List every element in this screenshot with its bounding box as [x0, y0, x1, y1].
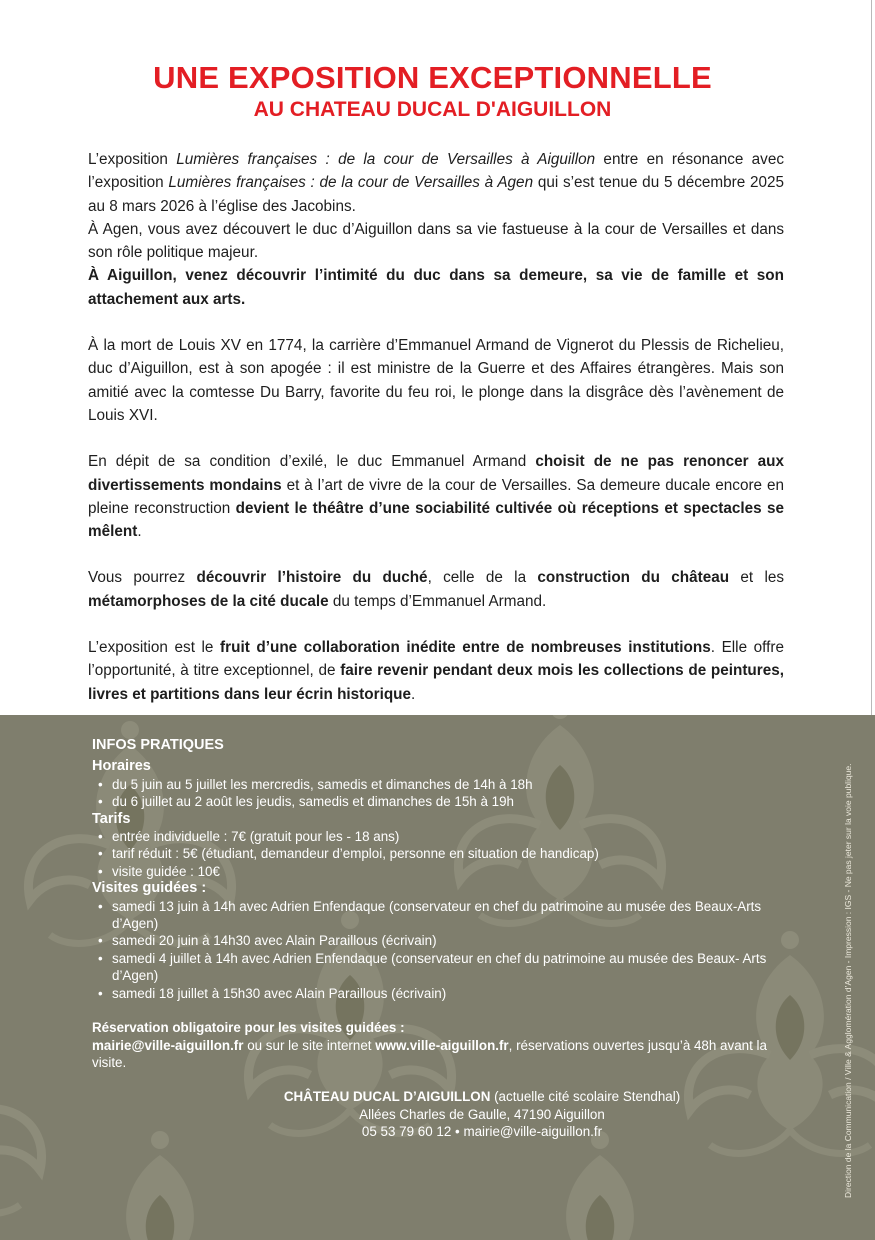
- text-span: , celle de la: [427, 569, 538, 587]
- text-span: . Elle offre l’opportunité, à titre exceptionnel, de: [88, 639, 784, 680]
- text-span: et les: [729, 569, 784, 587]
- paragraph-3: [88, 264, 784, 311]
- page-title: UNE EXPOSITION EXCEPTIONNELLE: [153, 60, 712, 95]
- paragraph-5: [88, 450, 784, 543]
- tours-heading: Visites guidées :: [92, 880, 207, 897]
- list-item: • samedi 13 juin à 14h avec Adrien Enfendaque (conservateur en chef du patrimoine au musée des Beaux-Arts d’Agen): [112, 898, 792, 933]
- separator-dot: •: [455, 1124, 460, 1140]
- text-span: .: [137, 523, 142, 541]
- venue-street: Allées Charles de Gaulle, 47190 Aiguillon: [359, 1106, 605, 1122]
- paragraph-7: [88, 636, 784, 706]
- list-item: • tarif réduit : 5€ (étudiant, demandeur d’emploi, personne en situation de handicap): [112, 845, 792, 862]
- hours-heading: Horaires: [92, 758, 151, 775]
- intro-text: [88, 148, 784, 729]
- prices-list: [92, 828, 792, 880]
- address-block: [132, 1088, 832, 1140]
- exhibition-title: Lumières françaises : de la cour de Versailles à Agen: [168, 174, 534, 192]
- text-span: et à l’art de vivre de la cour de Versailles. Sa demeure ducale encore en pleine reconstruction: [88, 476, 784, 517]
- highlight-text: faire revenir pendant deux mois les collections de peintures, livres et partitions dans leur écrin historique: [88, 662, 784, 703]
- prices-heading: Tarifs: [92, 810, 131, 827]
- contact-email-link[interactable]: mairie@ville-aiguillon.fr: [463, 1124, 603, 1140]
- paragraph-1: [88, 148, 784, 218]
- list-item: • samedi 18 juillet à 15h30 avec Alain Paraillous (écrivain): [112, 985, 792, 1002]
- info-content: [92, 737, 792, 1141]
- exhibition-title: Lumières françaises : de la cour de Versailles à Aiguillon: [176, 151, 596, 168]
- list-item: • visite guidée : 10€: [112, 863, 792, 880]
- paragraph-6: [88, 566, 784, 613]
- highlight-text: choisit de ne pas renoncer aux divertissements mondains: [88, 453, 784, 494]
- phone-number[interactable]: 05 53 79 60 12: [361, 1124, 452, 1140]
- tours-list: [92, 898, 792, 1002]
- paragraph-2: À Agen, vous avez découvert le duc d’Aiguillon dans sa vie fastueuse à la cour de Versailles et dans son rôle politique majeur.: [88, 220, 784, 262]
- reservation-email-link[interactable]: mairie@ville-aiguillon.fr: [92, 1037, 244, 1053]
- list-item: • samedi 4 juillet à 14h avec Adrien Enfendaque (conservateur en chef du patrimoine au musée des Beaux- Arts d’Agen): [112, 950, 792, 985]
- text-span: ou sur le site internet: [243, 1037, 376, 1053]
- hours-list: [92, 776, 792, 811]
- practical-info-panel: [0, 715, 875, 1240]
- list-item: • du 5 juin au 5 juillet les mercredis, samedis et dimanches de 14h à 18h: [112, 776, 792, 793]
- text-span: entre en résonance avec l’exposition: [88, 151, 784, 192]
- text-span: du temps d’Emmanuel Armand.: [328, 592, 547, 610]
- venue-name: CHÂTEAU DUCAL D’AIGUILLON: [283, 1089, 491, 1105]
- highlight-text: construction du château: [537, 569, 730, 587]
- text-span: .: [411, 685, 416, 703]
- highlight-text: À Aiguillon, venez découvrir l’intimité du duc dans sa demeure, sa vie de famille et son attachement aux arts.: [88, 267, 784, 308]
- paragraph-4: À la mort de Louis XV en 1774, la carrière d’Emmanuel Armand de Vignerot du Plessis de Richelieu, duc d’Aiguillon, est à son apogée : il est ministre de la Guerre et des Affaires étrangères. Mais son amitié avec la comtesse Du Barry, favorite du feu roi, le plonge dans la disgrâce dès l’avènement de Louis XVI.: [88, 337, 784, 424]
- list-item: • samedi 20 juin à 14h30 avec Alain Paraillous (écrivain): [112, 932, 792, 949]
- highlight-text: devient le théâtre d’une sociabilité cultivée où réceptions et spectacles se mêlent: [88, 499, 784, 541]
- text-span: Vous pourrez: [88, 569, 197, 587]
- print-credit: Direction de la Communication / Ville & Agglomération d’Agen - Impression : IGS - Ne pas jeter sur la voie publique.: [843, 763, 853, 1198]
- highlight-text: découvrir l’histoire du duché: [196, 569, 428, 587]
- list-item: • du 6 juillet au 2 août les jeudis, samedis et dimanches de 15h à 19h: [112, 793, 792, 810]
- info-heading: INFOS PRATIQUES: [92, 737, 224, 753]
- reservation-info: [92, 1019, 792, 1071]
- text-span: , réservations ouvertes jusqu’à 48h avant la visite.: [92, 1037, 767, 1070]
- highlight-text: fruit d’une collaboration inédite entre de nombreuses institutions: [220, 639, 711, 657]
- text-span: L’exposition est le: [88, 639, 221, 657]
- text-span: qui s’est tenue du 5 décembre 2025 au 8 mars 2026 à l’église des Jacobins.: [88, 174, 784, 215]
- highlight-text: métamorphoses de la cité ducale: [88, 592, 329, 610]
- text-span: En dépit de sa condition d’exilé, le duc Emmanuel Armand: [88, 453, 536, 471]
- website-link[interactable]: www.ville-aiguillon.fr: [375, 1037, 509, 1053]
- reservation-heading: Réservation obligatoire pour les visites guidées :: [92, 1020, 405, 1036]
- list-item: • entrée individuelle : 7€ (gratuit pour les - 18 ans): [112, 828, 792, 845]
- page-subtitle: AU CHATEAU DUCAL D'AIGUILLON: [253, 98, 612, 121]
- text-span: L’exposition: [88, 151, 177, 168]
- venue-note: (actuelle cité scolaire Stendhal): [490, 1089, 681, 1105]
